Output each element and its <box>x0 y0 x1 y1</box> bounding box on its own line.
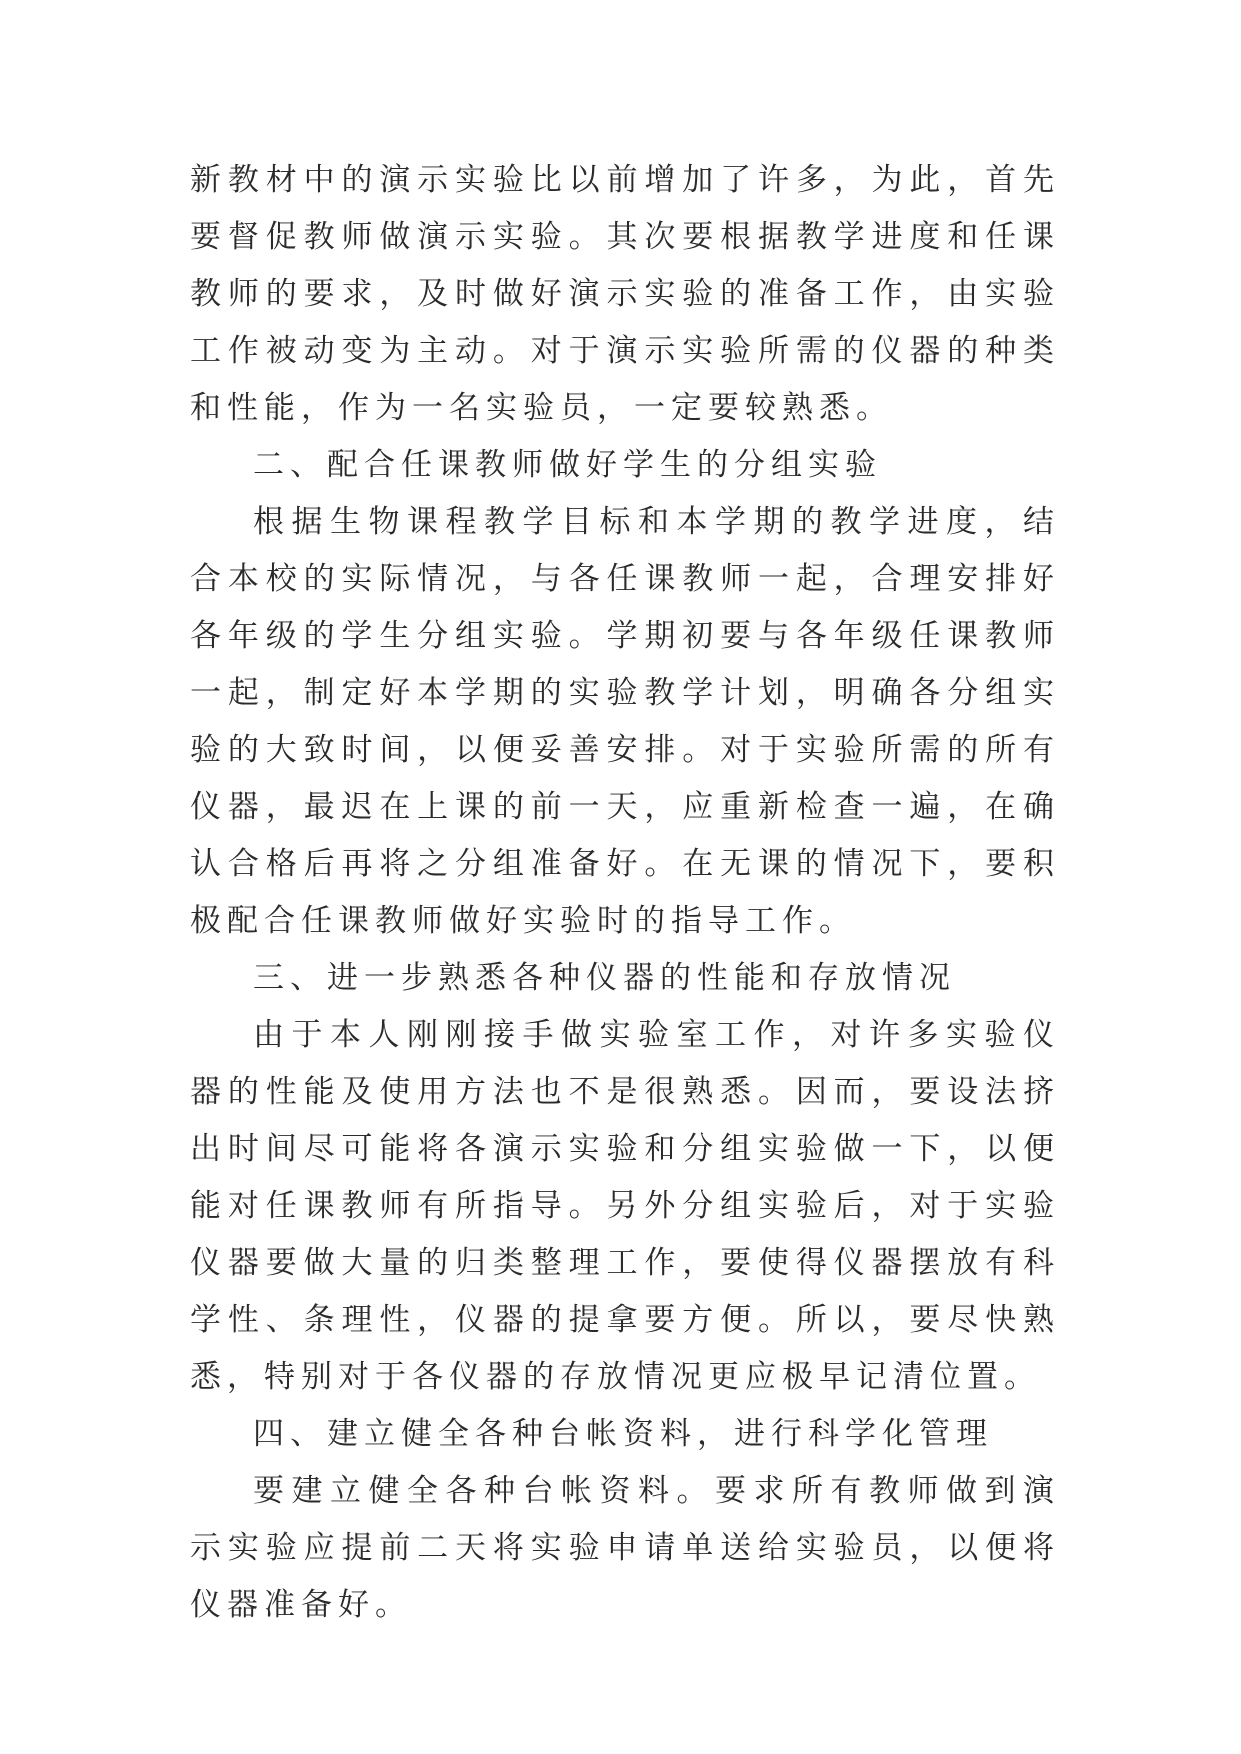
section-heading-3: 三、进一步熟悉各种仪器的性能和存放情况 <box>253 960 956 996</box>
paragraph-section-4: 要建立健全各种台帐资料。要求所有教师做到演示实验应提前二天将实验申请单送给实验员，以便将仪器准备好。 <box>190 1473 1060 1623</box>
paragraph-section-3: 由于本人刚刚接手做实验室工作，对许多实验仪器的性能及使用方法也不是很熟悉。因而，要设法挤出时间尽可能将各演示实验和分组实验做一下，以便能对任课教师有所指导。另外分组实验后，对于实验仪器要做大量的归类整理工作，要使得仪器摆放有科学性、条理性，仪器的提拿要方便。所以，要尽快熟悉，特别对于各仪器的存放情况更应极早记清位置。 <box>190 1017 1060 1395</box>
section-heading-4: 四、建立健全各种台帐资料，进行科学化管理 <box>253 1416 993 1452</box>
paragraph-intro-continuation: 新教材中的演示实验比以前增加了许多，为此，首先要督促教师做演示实验。其次要根据教学进度和任课教师的要求，及时做好演示实验的准备工作，由实验工作被动变为主动。对于演示实验所需的仪器的种类和性能，作为一名实验员，一定要较熟悉。 <box>190 162 1060 426</box>
document-body <box>190 152 1060 1634</box>
paragraph-section-2: 根据生物课程教学目标和本学期的教学进度，结合本校的实际情况，与各任课教师一起，合理安排好各年级的学生分组实验。学期初要与各年级任课教师一起，制定好本学期的实验教学计划，明确各分组实验的大致时间，以便妥善安排。对于实验所需的所有仪器，最迟在上课的前一天，应重新检查一遍，在确认合格后再将之分组准备好。在无课的情况下，要积极配合任课教师做好实验时的指导工作。 <box>190 504 1060 939</box>
section-heading-2: 二、配合任课教师做好学生的分组实验 <box>253 447 882 483</box>
